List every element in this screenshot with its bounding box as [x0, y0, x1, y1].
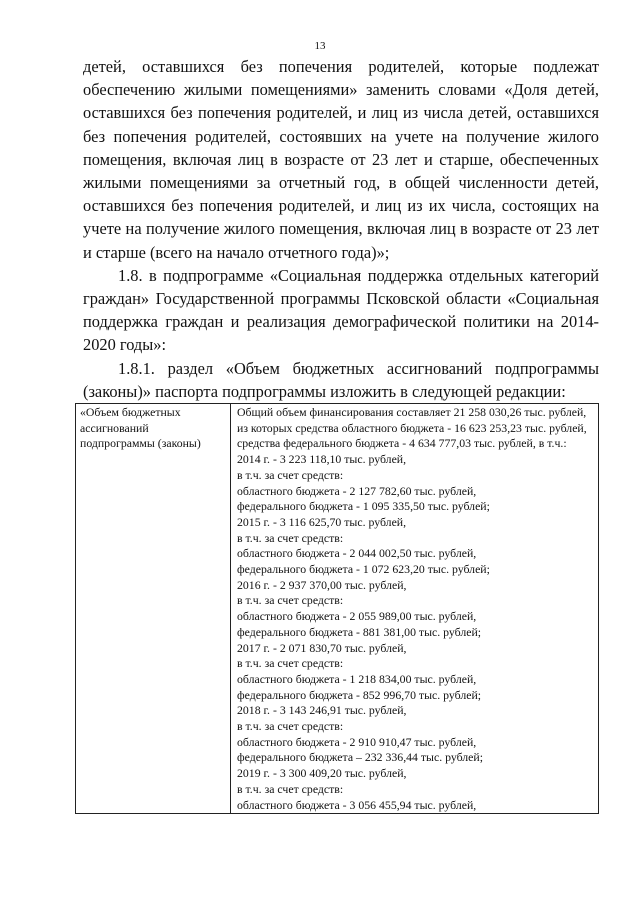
funding-line: 2018 г. - 3 143 246,91 тыс. рублей, — [237, 703, 407, 718]
table-left-cell: «Объем бюджетных ассигнований подпрограммы (законы) — [76, 404, 231, 814]
funding-line: в т.ч. за счет средств: — [237, 781, 344, 796]
funding-line: 2016 г. - 2 937 370,00 тыс. рублей, — [237, 577, 407, 592]
funding-intro: Общий объем финансирования составляет 21 258 030,26 тыс. рублей, из которых средства областного бюджета - 16 623 253,23 тыс. рублей, средства федерального бюджета - 4 634 777,03 тыс. рублей, в т.ч.: — [237, 405, 587, 451]
funding-line: в т.ч. за счет средств: — [237, 656, 344, 671]
document-body — [83, 55, 599, 403]
funding-line: в т.ч. за счет средств: — [237, 530, 344, 545]
paragraph-item-1-8-1: 1.8.1. раздел «Объем бюджетных ассигнований подпрограммы (законы)» паспорта подпрограммы изложить в следующей редакции: — [83, 358, 599, 401]
paragraph-item-1-8: 1.8. в подпрограмме «Социальная поддержка отдельных категорий граждан» Государственной программы Псковской области «Социальная поддержка граждан и реализация демографической политики на 2014-2020 годы»: — [83, 265, 599, 355]
funding-line: федерального бюджета - 881 381,00 тыс. рублей; — [237, 624, 482, 639]
funding-line: в т.ч. за счет средств: — [237, 719, 344, 734]
funding-line: областного бюджета - 2 055 989,00 тыс. рублей, — [237, 609, 477, 624]
funding-line: областного бюджета - 2 044 002,50 тыс. рублей, — [237, 546, 477, 561]
table-right-cell — [231, 404, 599, 814]
funding-line: 2015 г. - 3 116 625,70 тыс. рублей, — [237, 514, 407, 529]
funding-line: областного бюджета - 2 127 782,60 тыс. рублей, — [237, 483, 477, 498]
funding-line: областного бюджета - 1 218 834,00 тыс. рублей, — [237, 671, 477, 686]
paragraph-continuation: детей, оставшихся без попечения родителей, которые подлежат обеспечению жилыми помещениями» заменить словами «Доля детей, оставшихся без попечения родителей, и лиц из числа детей, оставшихся без попечения родителей, состоявших на учете на получение жилого помещения, включая лиц в возрасте от 23 лет и старше, обеспеченных жилыми помещениями за отчетный год, в общей численности детей, оставшихся без попечения родителей, и лиц из их числа, состоящих на учете на получение жилого помещения, включая лиц в возрасте от 23 лет и старше (всего на начало отчетного года)»; — [83, 57, 599, 262]
funding-line: областного бюджета - 2 910 910,47 тыс. рублей, — [237, 734, 477, 749]
funding-line: федерального бюджета - 852 996,70 тыс. рублей; — [237, 687, 482, 702]
funding-line: в т.ч. за счет средств: — [237, 467, 344, 482]
funding-line: федерального бюджета – 232 336,44 тыс. рублей; — [237, 750, 484, 765]
funding-line: 2017 г. - 2 071 830,70 тыс. рублей, — [237, 640, 407, 655]
budget-table — [75, 403, 599, 814]
funding-line: федерального бюджета - 1 095 335,50 тыс. рублей; — [237, 499, 490, 514]
page-number: 13 — [314, 40, 326, 52]
table-row — [76, 404, 599, 814]
funding-line: 2014 г. - 3 223 118,10 тыс. рублей, — [237, 452, 407, 467]
funding-line: в т.ч. за счет средств: — [237, 593, 344, 608]
funding-line: областного бюджета - 3 056 455,94 тыс. рублей, — [237, 797, 477, 812]
funding-line: 2019 г. - 3 300 409,20 тыс. рублей, — [237, 766, 407, 781]
funding-line: федерального бюджета - 1 072 623,20 тыс. рублей; — [237, 562, 490, 577]
